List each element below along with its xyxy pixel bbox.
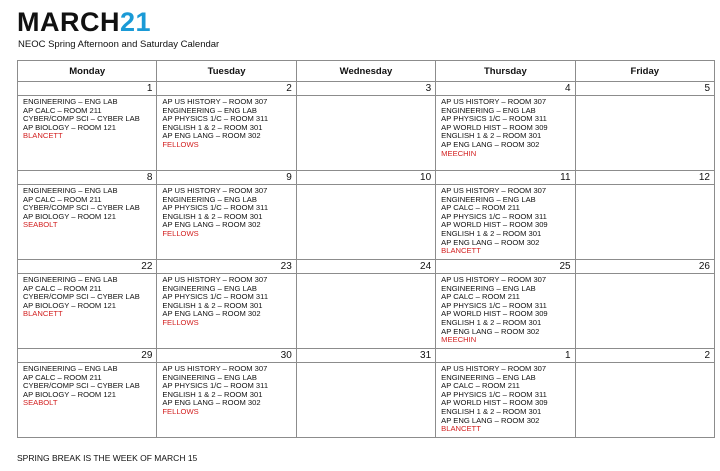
day-number: 25	[436, 260, 574, 274]
session-entry: AP BIOLOGY – ROOM 121	[23, 300, 116, 310]
teacher-name: BLANCETT	[441, 246, 481, 256]
calendar-day-cell	[575, 260, 714, 349]
calendar-day-cell	[436, 82, 575, 171]
session-entry: ENGLISH 1 & 2 – ROOM 301	[162, 389, 263, 399]
weekday-header: Monday	[18, 61, 157, 82]
teacher-name: FELLOWS	[162, 406, 199, 416]
session-entry: AP BIOLOGY – ROOM 121	[23, 389, 116, 399]
calendar-day-cell	[18, 260, 157, 349]
day-number: 22	[18, 260, 156, 274]
session-entry: AP US HISTORY – ROOM 307	[441, 275, 547, 284]
session-list	[157, 185, 295, 239]
teacher-name: MEECHIN	[441, 148, 477, 158]
teacher-name: BLANCETT	[23, 309, 63, 319]
calendar-day-cell	[157, 82, 296, 171]
session-entry: ENGLISH 1 & 2 – ROOM 301	[441, 406, 542, 416]
teacher-name: SEABOLT	[23, 398, 58, 408]
day-number: 10	[297, 171, 435, 185]
session-entry: AP ENG LANG – ROOM 302	[162, 309, 261, 319]
calendar-day-cell	[157, 349, 296, 438]
session-entry: AP US HISTORY – ROOM 307	[441, 364, 547, 373]
session-entry: CYBER/COMP SCI – CYBER LAB	[23, 114, 140, 124]
session-list	[576, 185, 714, 187]
teacher-name: FELLOWS	[162, 139, 199, 149]
session-entry: AP WORLD HIST – ROOM 309	[441, 398, 548, 408]
calendar-body	[18, 82, 715, 438]
teacher-name: FELLOWS	[162, 228, 199, 238]
calendar-day-cell	[18, 349, 157, 438]
day-number: 1	[18, 82, 156, 96]
session-entry: ENGLISH 1 & 2 – ROOM 301	[441, 131, 542, 141]
session-entry: AP WORLD HIST – ROOM 309	[441, 309, 548, 319]
month-word: MARCH	[17, 7, 120, 37]
calendar-day-cell	[436, 171, 575, 260]
session-list	[18, 96, 156, 141]
session-entry: AP CALC – ROOM 211	[441, 381, 520, 391]
teacher-name: SEABOLT	[23, 220, 58, 230]
session-entry: AP US HISTORY – ROOM 307	[162, 97, 268, 106]
calendar-subtitle: NEOC Spring Afternoon and Saturday Calendar	[18, 39, 220, 50]
session-list	[576, 96, 714, 98]
session-entry: CYBER/COMP SCI – CYBER LAB	[23, 203, 140, 213]
page-title	[17, 6, 151, 38]
day-number: 29	[18, 349, 156, 363]
weekday-header: Wednesday	[296, 61, 435, 82]
day-number: 11	[436, 171, 574, 185]
calendar-day-cell	[296, 260, 435, 349]
session-entry: AP CALC – ROOM 211	[441, 203, 520, 213]
spring-break-note: SPRING BREAK IS THE WEEK OF MARCH 15	[17, 453, 198, 463]
session-entry: AP ENG LANG – ROOM 302	[162, 398, 261, 408]
session-entry: AP ENG LANG – ROOM 302	[162, 220, 261, 230]
calendar-day-cell	[296, 349, 435, 438]
session-entry: AP CALC – ROOM 211	[441, 292, 520, 302]
session-entry: ENGINEERING – ENG LAB	[23, 186, 118, 195]
weekday-header: Thursday	[436, 61, 575, 82]
session-entry: ENGINEERING – ENG LAB	[23, 97, 118, 106]
day-number: 2	[157, 82, 295, 96]
session-entry: AP CALC – ROOM 211	[23, 372, 102, 382]
session-list	[576, 274, 714, 276]
session-entry: ENGINEERING – ENG LAB	[162, 194, 257, 204]
day-number: 4	[436, 82, 574, 96]
session-entry: ENGLISH 1 & 2 – ROOM 301	[162, 211, 263, 221]
day-number: 31	[297, 349, 435, 363]
day-number: 30	[157, 349, 295, 363]
session-list	[157, 274, 295, 328]
session-list	[297, 185, 435, 187]
session-entry: AP BIOLOGY – ROOM 121	[23, 211, 116, 221]
session-entry: ENGINEERING – ENG LAB	[162, 105, 257, 115]
session-entry: AP US HISTORY – ROOM 307	[162, 275, 268, 284]
session-list	[436, 185, 574, 256]
weekday-header: Friday	[575, 61, 714, 82]
calendar-week-row	[18, 349, 715, 438]
day-number: 8	[18, 171, 156, 185]
session-entry: CYBER/COMP SCI – CYBER LAB	[23, 292, 140, 302]
session-entry: CYBER/COMP SCI – CYBER LAB	[23, 381, 140, 391]
session-entry: AP CALC – ROOM 211	[23, 283, 102, 293]
session-list	[436, 96, 574, 158]
session-entry: ENGLISH 1 & 2 – ROOM 301	[441, 317, 542, 327]
session-entry: AP PHYSICS 1/C – ROOM 311	[162, 203, 269, 213]
session-list	[157, 363, 295, 417]
calendar-day-cell	[18, 82, 157, 171]
session-list	[297, 96, 435, 98]
session-entry: ENGINEERING – ENG LAB	[23, 364, 118, 373]
calendar-week-row	[18, 171, 715, 260]
session-entry: ENGINEERING – ENG LAB	[23, 275, 118, 284]
session-entry: AP CALC – ROOM 211	[23, 105, 102, 115]
session-entry: ENGLISH 1 & 2 – ROOM 301	[441, 228, 542, 238]
session-entry: AP US HISTORY – ROOM 307	[441, 186, 547, 195]
session-entry: AP PHYSICS 1/C – ROOM 311	[441, 300, 547, 310]
calendar-week-row	[18, 260, 715, 349]
calendar-day-cell	[18, 171, 157, 260]
day-number: 12	[576, 171, 714, 185]
session-entry: AP PHYSICS 1/C – ROOM 311	[441, 211, 547, 221]
calendar-day-cell	[436, 260, 575, 349]
day-number: 2	[576, 349, 714, 363]
session-entry: AP US HISTORY – ROOM 307	[441, 97, 547, 106]
calendar-day-cell	[436, 349, 575, 438]
session-entry: AP ENG LANG – ROOM 302	[441, 415, 540, 425]
session-list	[297, 274, 435, 276]
session-list	[18, 185, 156, 230]
session-entry: AP US HISTORY – ROOM 307	[162, 364, 268, 373]
calendar-day-cell	[157, 260, 296, 349]
month-number: 21	[120, 7, 152, 37]
session-list	[297, 363, 435, 365]
session-entry: AP US HISTORY – ROOM 307	[162, 186, 268, 195]
session-entry: AP ENG LANG – ROOM 302	[441, 326, 540, 336]
teacher-name: MEECHIN	[441, 335, 477, 345]
calendar-grid	[17, 60, 715, 438]
session-entry: AP PHYSICS 1/C – ROOM 311	[162, 381, 269, 391]
weekday-header-row	[18, 61, 715, 82]
session-list	[436, 363, 574, 434]
day-number: 1	[436, 349, 574, 363]
session-entry: AP ENG LANG – ROOM 302	[441, 237, 540, 247]
weekday-header: Tuesday	[157, 61, 296, 82]
session-entry: AP PHYSICS 1/C – ROOM 311	[441, 389, 547, 399]
session-entry: ENGINEERING – ENG LAB	[441, 372, 536, 382]
session-list	[18, 274, 156, 319]
session-entry: AP CALC – ROOM 211	[23, 194, 102, 204]
session-entry: ENGINEERING – ENG LAB	[441, 194, 536, 204]
calendar-day-cell	[575, 82, 714, 171]
teacher-name: FELLOWS	[162, 317, 199, 327]
day-number: 5	[576, 82, 714, 96]
session-entry: ENGINEERING – ENG LAB	[441, 105, 536, 115]
day-number: 23	[157, 260, 295, 274]
session-list	[576, 363, 714, 365]
session-entry: AP WORLD HIST – ROOM 309	[441, 220, 548, 230]
day-number: 24	[297, 260, 435, 274]
session-entry: AP PHYSICS 1/C – ROOM 311	[162, 114, 269, 124]
calendar-day-cell	[296, 171, 435, 260]
session-entry: ENGLISH 1 & 2 – ROOM 301	[162, 300, 263, 310]
calendar-day-cell	[575, 171, 714, 260]
session-list	[157, 96, 295, 150]
day-number: 26	[576, 260, 714, 274]
session-entry: ENGINEERING – ENG LAB	[162, 372, 257, 382]
session-list	[436, 274, 574, 345]
session-entry: AP ENG LANG – ROOM 302	[162, 131, 261, 141]
calendar-day-cell	[296, 82, 435, 171]
calendar-day-cell	[575, 349, 714, 438]
session-list	[18, 363, 156, 408]
session-entry: AP WORLD HIST – ROOM 309	[441, 122, 548, 132]
teacher-name: BLANCETT	[441, 424, 481, 434]
teacher-name: BLANCETT	[23, 131, 63, 141]
session-entry: ENGINEERING – ENG LAB	[162, 283, 257, 293]
session-entry: AP BIOLOGY – ROOM 121	[23, 122, 116, 132]
calendar-day-cell	[157, 171, 296, 260]
session-entry: AP PHYSICS 1/C – ROOM 311	[441, 114, 547, 124]
session-entry: AP PHYSICS 1/C – ROOM 311	[162, 292, 269, 302]
day-number: 9	[157, 171, 295, 185]
day-number: 3	[297, 82, 435, 96]
session-entry: ENGLISH 1 & 2 – ROOM 301	[162, 122, 263, 132]
session-entry: ENGINEERING – ENG LAB	[441, 283, 536, 293]
calendar-week-row	[18, 82, 715, 171]
session-entry: AP ENG LANG – ROOM 302	[441, 139, 540, 149]
